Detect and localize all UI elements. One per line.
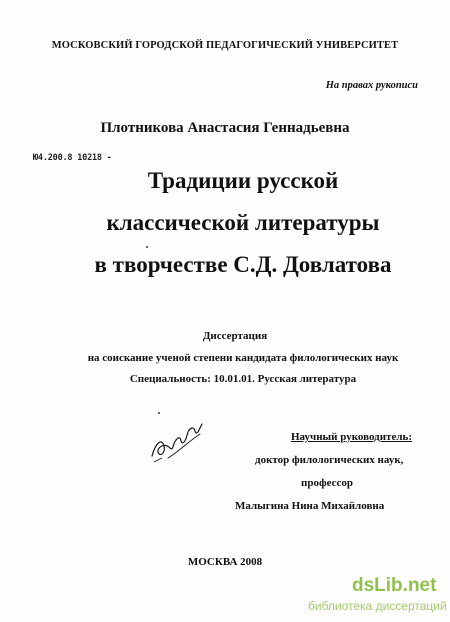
scan-speck (158, 412, 160, 414)
watermark-logo: dsLib.net (352, 575, 437, 596)
supervisor-name: Малыгина Нина Михайловна (235, 500, 385, 512)
title-line-2: классической литературы (106, 210, 380, 235)
dissertation-label: Диссертация (202, 330, 268, 342)
scan-speck (146, 246, 148, 248)
title-line-3: в творчестве С.Д. Довлатова (94, 252, 392, 277)
specialty-line: Специальность: 10.01.01. Русская литература (129, 373, 357, 385)
city-year: МОСКВА 2008 (187, 556, 263, 568)
author-name: Плотникова Анастасия Геннадьевна (100, 120, 350, 136)
library-stamp: Ю4.200.8 10218 - (33, 153, 112, 163)
supervisor-degree: доктор филологических наук, (255, 454, 404, 466)
supervisor-heading: Научный руководитель: (291, 431, 412, 443)
watermark-subtitle: библиотека диссертаций (308, 599, 447, 613)
title-line-1: Традиции русской (147, 168, 339, 193)
university-name: МОСКОВСКИЙ ГОРОДСКОЙ ПЕДАГОГИЧЕСКИЙ УНИВЕРСИТЕТ (51, 40, 399, 51)
handwritten-signature (148, 412, 208, 472)
manuscript-rights-note: На правах рукописи (325, 80, 418, 91)
degree-line: на соискание ученой степени кандидата филологических наук (87, 352, 399, 364)
supervisor-title: профессор (301, 477, 353, 489)
